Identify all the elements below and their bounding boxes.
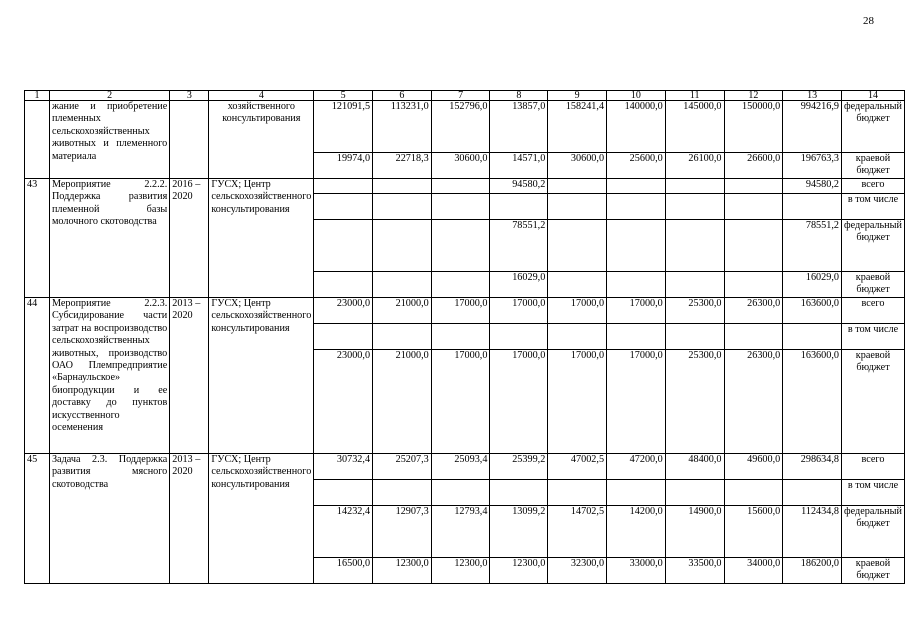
header-cell: 2: [49, 91, 169, 101]
value-cell: 17000,0: [490, 350, 548, 454]
value-cell: 112434,8: [783, 506, 842, 558]
value-cell: 34000,0: [724, 558, 783, 584]
value-cell: 12300,0: [490, 558, 548, 584]
executor-cell: хозяйственного консультирования: [209, 101, 314, 179]
value-cell: 78551,2: [490, 220, 548, 272]
value-cell: 15600,0: [724, 506, 783, 558]
value-cell: 94580,2: [783, 179, 842, 194]
row-number-cell: 45: [25, 454, 50, 584]
value-cell: 25600,0: [607, 153, 666, 179]
value-cell: 14900,0: [665, 506, 724, 558]
value-cell: [373, 179, 432, 194]
funding-source-cell: краевой бюджет: [841, 272, 904, 298]
value-cell: [607, 179, 666, 194]
value-cell: [607, 220, 666, 272]
item-name-cell: Мероприятие 2.2.3. Субсидирование части затрат на воспроизводство сельскохозяйственных животных, производство ОАО Племпредприятие «Барнаульское» биопродукции и ее доставку до пунктов искусственного осеменения: [49, 298, 169, 454]
value-cell: 33000,0: [607, 558, 666, 584]
header-cell: 1: [25, 91, 50, 101]
table-row: [25, 454, 905, 480]
value-cell: 13099,2: [490, 506, 548, 558]
funding-source-cell: всего: [841, 454, 904, 480]
value-cell: 16029,0: [783, 272, 842, 298]
value-cell: 140000,0: [607, 101, 666, 153]
value-cell: [724, 272, 783, 298]
value-cell: 17000,0: [607, 298, 666, 324]
value-cell: 25207,3: [373, 454, 432, 480]
value-cell: 12907,3: [373, 506, 432, 558]
value-cell: 12793,4: [431, 506, 490, 558]
header-cell: 9: [548, 91, 607, 101]
funding-source-cell: в том числе: [841, 324, 904, 350]
funding-source-cell: в том числе: [841, 480, 904, 506]
funding-source-cell: всего: [841, 298, 904, 324]
value-cell: 94580,2: [490, 179, 548, 194]
value-cell: [665, 179, 724, 194]
header-cell: 5: [314, 91, 373, 101]
executor-cell: ГУСХ; Центр сельскохозяйственного консультирования: [209, 179, 314, 298]
value-cell: 17000,0: [490, 298, 548, 324]
period-cell: 2013 – 2020: [170, 298, 209, 454]
funding-source-cell: всего: [841, 179, 904, 194]
value-cell: 298634,8: [783, 454, 842, 480]
value-cell: [431, 179, 490, 194]
funding-source-cell: в том числе: [841, 194, 904, 220]
header-cell: 3: [170, 91, 209, 101]
executor-cell: ГУСХ; Центр сельскохозяйственного консультирования: [209, 298, 314, 454]
value-cell: 22718,3: [373, 153, 432, 179]
value-cell: [548, 220, 607, 272]
header-cell: 11: [665, 91, 724, 101]
value-cell: 14200,0: [607, 506, 666, 558]
value-cell: 26100,0: [665, 153, 724, 179]
value-cell: 25093,4: [431, 454, 490, 480]
funding-source-cell: краевой бюджет: [841, 558, 904, 584]
value-cell: 17000,0: [431, 298, 490, 324]
header-cell: 4: [209, 91, 314, 101]
value-cell: 25399,2: [490, 454, 548, 480]
header-cell: 13: [783, 91, 842, 101]
value-cell: [314, 220, 373, 272]
value-cell: 16500,0: [314, 558, 373, 584]
value-cell: 23000,0: [314, 350, 373, 454]
value-cell: 14232,4: [314, 506, 373, 558]
value-cell: [548, 179, 607, 194]
value-cell: [724, 179, 783, 194]
column-number-row: [25, 91, 905, 101]
value-cell: [607, 272, 666, 298]
value-cell: [314, 272, 373, 298]
funding-source-cell: федеральный бюджет: [841, 506, 904, 558]
value-cell: 163600,0: [783, 350, 842, 454]
header-cell: 12: [724, 91, 783, 101]
value-cell: [548, 272, 607, 298]
value-cell: 121091,5: [314, 101, 373, 153]
header-cell: 7: [431, 91, 490, 101]
value-cell: 158241,4: [548, 101, 607, 153]
header-cell: 8: [490, 91, 548, 101]
value-cell: 26300,0: [724, 350, 783, 454]
value-cell: 113231,0: [373, 101, 432, 153]
value-cell: 25300,0: [665, 350, 724, 454]
table-row: [25, 101, 905, 153]
value-cell: 47200,0: [607, 454, 666, 480]
value-cell: 145000,0: [665, 101, 724, 153]
value-cell: 47002,5: [548, 454, 607, 480]
value-cell: 17000,0: [548, 350, 607, 454]
value-cell: 17000,0: [548, 298, 607, 324]
value-cell: 17000,0: [607, 350, 666, 454]
funding-source-cell: краевой бюджет: [841, 153, 904, 179]
value-cell: [314, 179, 373, 194]
value-cell: 25300,0: [665, 298, 724, 324]
value-cell: 23000,0: [314, 298, 373, 324]
header-cell: 6: [373, 91, 432, 101]
value-cell: 78551,2: [783, 220, 842, 272]
row-number-cell: 44: [25, 298, 50, 454]
value-cell: 30732,4: [314, 454, 373, 480]
value-cell: 12300,0: [431, 558, 490, 584]
funding-source-cell: федеральный бюджет: [841, 101, 904, 153]
value-cell: 196763,3: [783, 153, 842, 179]
value-cell: 12300,0: [373, 558, 432, 584]
value-cell: [724, 220, 783, 272]
budget-table: [24, 90, 905, 584]
row-number-cell: 43: [25, 179, 50, 298]
value-cell: 994216,9: [783, 101, 842, 153]
item-name-cell: Задача 2.3. Поддержка развития мясного скотоводства: [49, 454, 169, 584]
value-cell: 19974,0: [314, 153, 373, 179]
funding-source-cell: федеральный бюджет: [841, 220, 904, 272]
value-cell: [373, 220, 432, 272]
item-name-cell: жание и приобретение племенных сельскохозяйственных животных и племенного материала: [49, 101, 169, 179]
value-cell: [665, 272, 724, 298]
value-cell: 163600,0: [783, 298, 842, 324]
period-cell: [170, 101, 209, 179]
header-cell: 14: [841, 91, 904, 101]
executor-cell: ГУСХ; Центр сельскохозяйственного консультирования: [209, 454, 314, 584]
value-cell: 32300,0: [548, 558, 607, 584]
value-cell: 150000,0: [724, 101, 783, 153]
value-cell: 14571,0: [490, 153, 548, 179]
value-cell: [431, 272, 490, 298]
value-cell: [665, 220, 724, 272]
value-cell: [431, 220, 490, 272]
value-cell: 17000,0: [431, 350, 490, 454]
value-cell: 14702,5: [548, 506, 607, 558]
table-row: [25, 179, 905, 194]
funding-source-cell: краевой бюджет: [841, 350, 904, 454]
table-row: [25, 298, 905, 324]
value-cell: 21000,0: [373, 298, 432, 324]
header-cell: 10: [607, 91, 666, 101]
value-cell: 33500,0: [665, 558, 724, 584]
period-cell: 2016 – 2020: [170, 179, 209, 298]
value-cell: 13857,0: [490, 101, 548, 153]
value-cell: [373, 272, 432, 298]
value-cell: 16029,0: [490, 272, 548, 298]
value-cell: 49600,0: [724, 454, 783, 480]
value-cell: 152796,0: [431, 101, 490, 153]
value-cell: 48400,0: [665, 454, 724, 480]
value-cell: 186200,0: [783, 558, 842, 584]
value-cell: 26600,0: [724, 153, 783, 179]
value-cell: 21000,0: [373, 350, 432, 454]
period-cell: 2013 – 2020: [170, 454, 209, 584]
row-number-cell: [25, 101, 50, 179]
value-cell: 26300,0: [724, 298, 783, 324]
page-number: 28: [863, 15, 874, 27]
item-name-cell: Мероприятие 2.2.2. Поддержка развития племенной базы молочного скотоводства: [49, 179, 169, 298]
value-cell: 30600,0: [548, 153, 607, 179]
value-cell: 30600,0: [431, 153, 490, 179]
